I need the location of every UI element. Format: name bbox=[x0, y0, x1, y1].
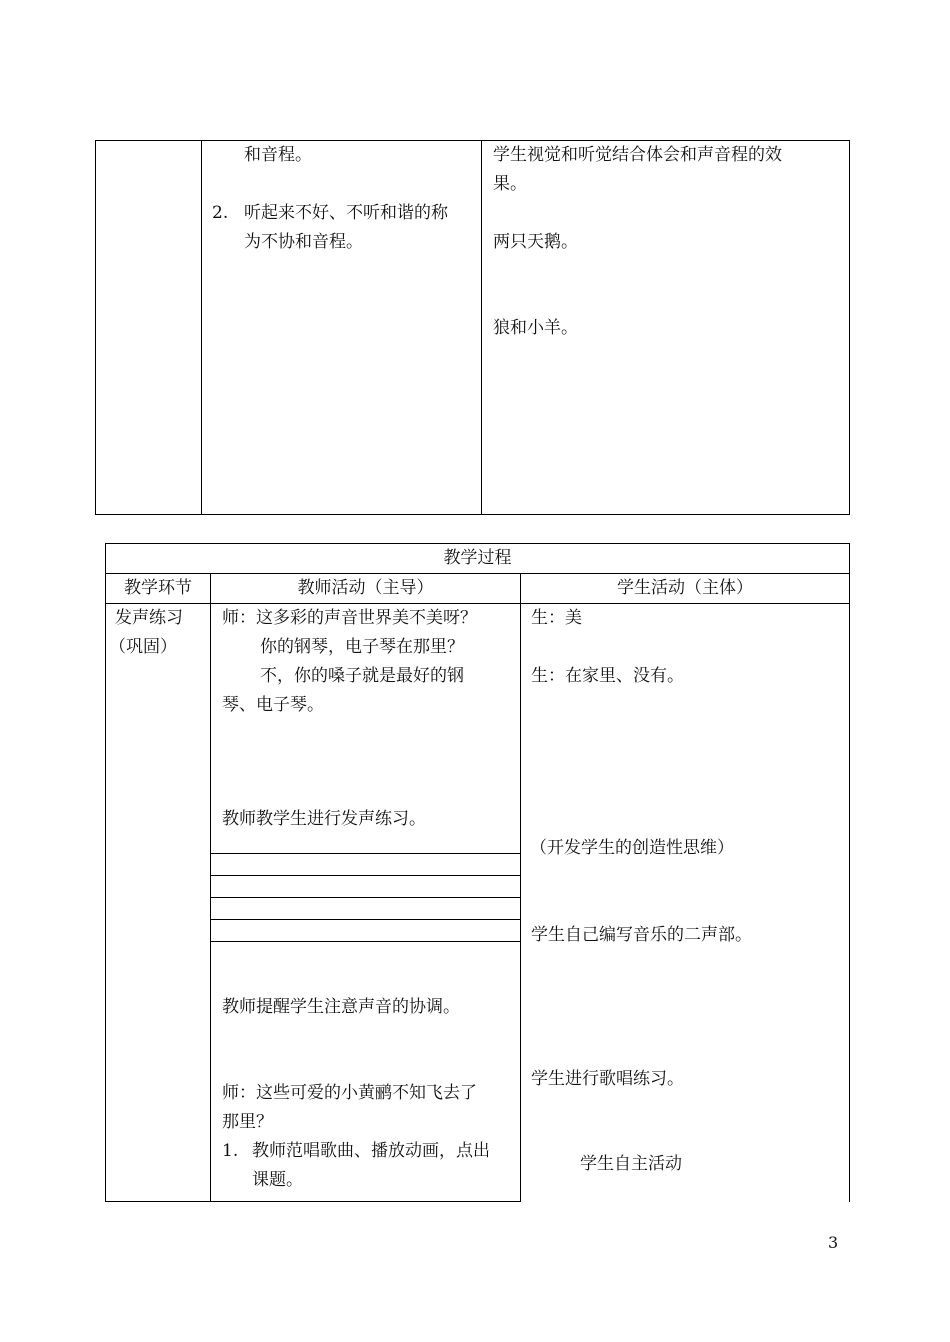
teacher-item-1-line-2: 课题。 bbox=[252, 1170, 303, 1190]
teacher-subrow-line-4 bbox=[210, 919, 521, 920]
table-2-title: 教学过程 bbox=[443, 548, 512, 568]
teacher-line-6: 教师提醒学生注意声音的协调。 bbox=[222, 997, 460, 1017]
teacher-subrow-line-3 bbox=[210, 897, 521, 898]
teacher-subrow-line-2 bbox=[210, 875, 521, 876]
teacher-line-2: 你的钢琴，电子琴在那里？ bbox=[260, 637, 464, 657]
table-2-right-border bbox=[849, 543, 850, 1202]
table-1-divider-1 bbox=[201, 140, 202, 515]
table-2-divider-2 bbox=[520, 573, 521, 1202]
t1-item-2-line-1: 听起来不好、不听和谐的称 bbox=[244, 203, 448, 223]
t1-student-line-4: 狼和小羊。 bbox=[493, 318, 578, 338]
t1-item-2-number: 2. bbox=[212, 203, 229, 223]
t1-teacher-line-1: 和音程。 bbox=[244, 145, 312, 165]
table-1-bottom-border bbox=[95, 514, 850, 515]
t1-student-line-2: 果。 bbox=[493, 174, 527, 194]
teacher-line-8: 那里？ bbox=[222, 1112, 273, 1132]
teacher-line-3: 不，你的嗓子就是最好的钢 bbox=[260, 666, 464, 686]
header-student-activity: 学生活动（主体） bbox=[617, 578, 753, 598]
table-1-divider-2 bbox=[481, 140, 482, 515]
page-number: 3 bbox=[828, 1233, 839, 1252]
table-2-bottom-border bbox=[105, 1201, 521, 1202]
t1-student-line-1: 学生视觉和听觉结合体会和声音程的效 bbox=[493, 145, 782, 165]
table-1-left-border bbox=[95, 140, 96, 515]
teacher-item-1-number: 1. bbox=[222, 1141, 239, 1161]
t1-item-2-line-2: 为不协和音程。 bbox=[244, 232, 363, 252]
teacher-line-4: 琴、电子琴。 bbox=[222, 695, 324, 715]
t1-student-line-3: 两只天鹅。 bbox=[493, 232, 578, 252]
student-line-6: 学生自主活动 bbox=[580, 1154, 682, 1174]
teacher-item-1-line-1: 教师范唱歌曲、播放动画，点出 bbox=[252, 1141, 490, 1161]
teacher-subrow-line-5 bbox=[210, 941, 521, 942]
teacher-subrow-line-1 bbox=[210, 853, 521, 854]
student-line-4: 学生自己编写音乐的二声部。 bbox=[531, 925, 752, 945]
stage-line-2: （巩固） bbox=[109, 637, 177, 657]
table-2-left-border bbox=[105, 543, 106, 1202]
table-1-right-border bbox=[849, 140, 850, 515]
teacher-line-1: 师：这多彩的声音世界美不美呀？ bbox=[222, 608, 477, 628]
stage-line-1: 发声练习 bbox=[115, 608, 183, 628]
header-teacher-activity: 教师活动（主导） bbox=[297, 578, 434, 598]
teacher-line-7: 师：这些可爱的小黄鹂不知飞去了 bbox=[222, 1083, 477, 1103]
header-stage: 教学环节 bbox=[124, 578, 192, 598]
student-line-3: （开发学生的创造性思维） bbox=[530, 838, 734, 858]
table-2-header-bottom bbox=[105, 603, 850, 604]
student-line-2: 生：在家里、没有。 bbox=[531, 666, 684, 686]
teacher-line-5: 教师教学生进行发声练习。 bbox=[222, 809, 426, 829]
table-2-divider-1 bbox=[210, 573, 211, 1202]
student-line-1: 生：美 bbox=[531, 608, 582, 628]
student-line-5: 学生进行歌唱练习。 bbox=[531, 1069, 684, 1089]
